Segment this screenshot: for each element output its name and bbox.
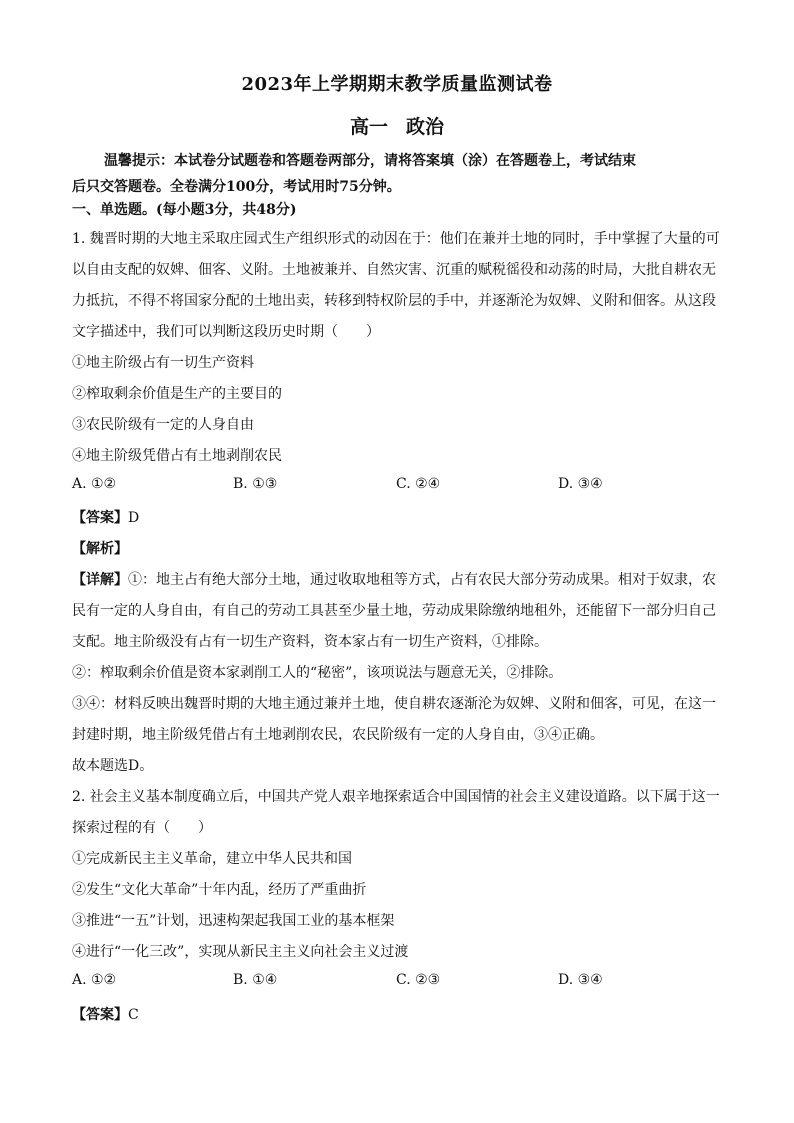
q1-stem-line-4: 文字描述中，我们可以判断这段历史时期（ ） — [72, 324, 380, 340]
q1-item-3: ③农民阶级有一定的人身自由 — [72, 417, 254, 433]
analysis-tag: 【解析】 — [72, 541, 128, 557]
q2-item-3: ③推进“一五”计划，迅速构架起我国工业的基本框架 — [72, 913, 395, 929]
q1-item-2: ②榨取剩余价值是生产的主要目的 — [72, 386, 282, 402]
answer-tag: 【答案】 — [72, 510, 128, 526]
q1-answer — [72, 507, 732, 527]
q1-item-1: ①地主阶级占有一切生产资料 — [72, 355, 254, 371]
q1-option-d: D. ③④ — [558, 476, 603, 492]
section-title: 一、单选题。(每小题3分，共48分) — [72, 202, 297, 218]
exam-subtitle — [0, 112, 794, 139]
q2-option-b: B. ①④ — [233, 972, 278, 988]
q2-option-c: C. ②③ — [396, 972, 441, 988]
q1-options — [72, 476, 732, 496]
q1-item-4: ④地主阶级凭借占有土地剥削农民 — [72, 448, 282, 464]
q1-detail-line-5: ③④：材料反映出魏晋时期的大地主通过兼并土地，使自耕农逐渐沦为奴婢、义附和佃客，可见，在这一 — [72, 696, 716, 712]
answer-tag: 【答案】 — [72, 1007, 128, 1023]
q1-option-a: A. ①② — [72, 476, 117, 492]
q1-detail-line-2: 民有一定的人身自由，有自己的劳动工具甚至少量土地，劳动成果除缴纳地租外，还能留下一部分归自己 — [72, 603, 716, 619]
q1-detail-line-4: ②：榨取剩余价值是资本家剥削工人的“秘密”，该项说法与题意无关，②排除。 — [72, 665, 563, 681]
q1-detail-line-6: 封建时期，地主阶级凭借占有土地剥削农民，农民阶级有一定的人身自由，③④正确。 — [72, 727, 604, 743]
q2-options — [72, 972, 732, 992]
q1-conclusion: 故本题选D。 — [72, 758, 154, 774]
q1-detail-line-1 — [72, 569, 732, 589]
q1-stem-line-2: 以自由支配的奴婢、佃客、义附。土地被兼并、自然灾害、沉重的赋税徭役和动荡的时局，大批自耕农无 — [72, 262, 716, 278]
q1-stem-line-1: 1. 魏晋时期的大地主采取庄园式生产组织形式的动因在于：他们在兼并土地的同时，手中掌握了大量的可 — [72, 231, 720, 247]
subject-label: 政治 — [406, 116, 445, 138]
q2-item-2: ②发生“文化大革命”十年内乱，经历了严重曲折 — [72, 882, 367, 898]
q2-stem-line-1: 2. 社会主义基本制度确立后，中国共产党人艰辛地探索适合中国国情的社会主义建设道路。以下属于这一 — [72, 789, 720, 805]
detail-text: ①：地主占有绝大部分土地，通过收取地租等方式，占有农民大部分劳动成果。相对于奴隶，农 — [128, 572, 716, 588]
q2-answer — [72, 1004, 732, 1024]
q1-option-c: C. ②④ — [396, 476, 441, 492]
q1-detail-line-3: 支配。地主阶级没有占有一切生产资料，资本家占有一切生产资料，①排除。 — [72, 634, 548, 650]
answer-value: C — [128, 1007, 139, 1023]
q2-item-1: ①完成新民主主义革命，建立中华人民共和国 — [72, 851, 352, 867]
q1-stem-line-3: 力抵抗，不得不将国家分配的土地出卖，转移到特权阶层的手中，并逐渐沦为奴婢、义附和佃客。从这段 — [72, 293, 716, 309]
q1-analysis-heading — [72, 538, 732, 558]
q2-option-d: D. ③④ — [558, 972, 603, 988]
tip-line-2: 后只交答题卷。全卷满分100分，考试用时75分钟。 — [72, 179, 401, 195]
exam-title: 2023年上学期期末教学质量监测试卷 — [241, 74, 553, 95]
tip-line-1: 温馨提示：本试卷分试题卷和答题卷两部分，请将答案填（涂）在答题卷上，考试结束 — [104, 153, 636, 169]
grade-label: 高一 — [349, 116, 388, 138]
answer-value: D — [128, 510, 140, 526]
q2-item-4: ④进行“一化三改”，实现从新民主主义向社会主义过渡 — [72, 944, 409, 960]
q1-option-b: B. ①③ — [233, 476, 278, 492]
q2-stem-line-2: 探索过程的有（ ） — [72, 820, 212, 836]
detail-tag: 【详解】 — [72, 572, 128, 588]
q2-option-a: A. ①② — [72, 972, 117, 988]
